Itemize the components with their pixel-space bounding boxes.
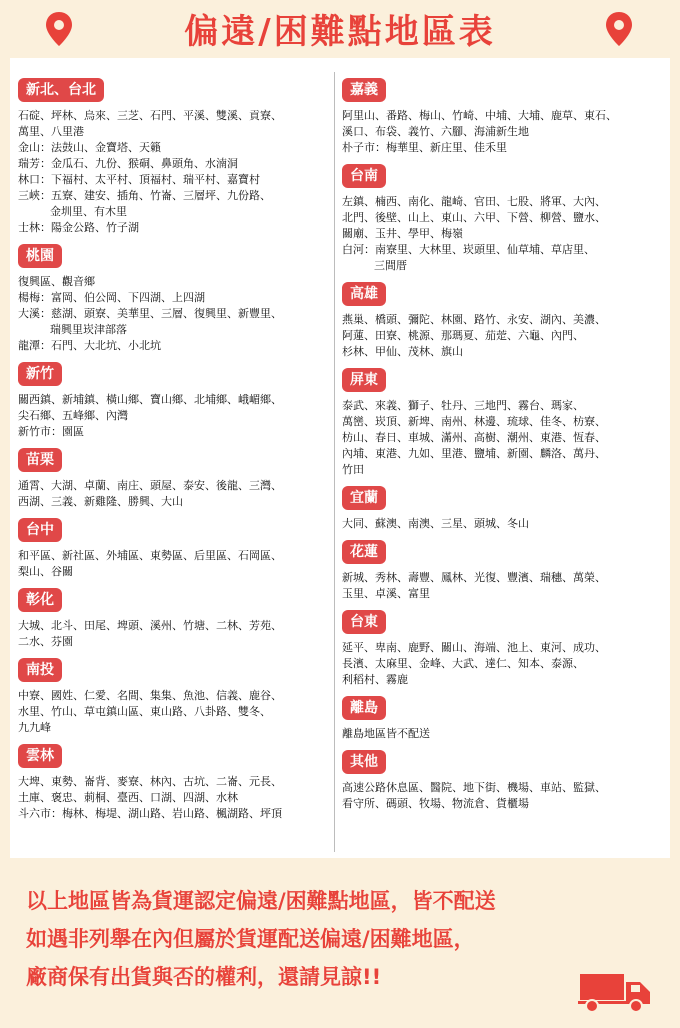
area-line: 石碇、坪林、烏來、三芝、石門、平溪、雙溪、貢寮、 <box>18 109 282 122</box>
area-line: 左鎮、楠西、南化、龍崎、官田、七股、將軍、大內、 <box>342 195 606 208</box>
page-title: 偏遠/困難點地區表 <box>184 12 496 52</box>
region-badge: 苗栗 <box>18 448 62 472</box>
area-line: 楊梅：富岡、伯公岡、下四湖、上四湖 <box>18 291 205 304</box>
area-line: 林口：下福村、太平村、頂福村、瑞平村、嘉寶村 <box>18 173 260 186</box>
footer-line: 以上地區皆為貨運認定偏遠/困難點地區，皆不配送 <box>26 889 496 913</box>
footer-line: 如遇非列舉在內但屬於貨運配送偏遠/困難地區， <box>26 927 475 951</box>
area-line: 斗六市：梅林、梅堤、湖山路、岩山路、楓湖路、坪頂 <box>18 807 282 820</box>
area-line: 萬巒、崁頂、新埤、南州、林邊、琉球、佳冬、枋寮、 <box>342 415 606 428</box>
area-line: 通霄、大湖、卓蘭、南庄、頭屋、泰安、後龍、三灣、 <box>18 479 282 492</box>
area-line: 金圳里、有木里 <box>50 205 127 218</box>
area-line: 看守所、碼頭、牧場、物流倉、貨櫃場 <box>342 797 529 810</box>
column-divider <box>334 72 335 852</box>
area-line: 士林：陽金公路、竹子湖 <box>18 221 139 234</box>
region-badge: 新北、台北 <box>18 78 104 102</box>
region-badge: 新竹 <box>18 362 62 386</box>
area-line: 白河：南寮里、大林里、崁頭里、仙草埔、草店里、 <box>342 243 595 256</box>
region-section <box>18 244 328 354</box>
region-badge: 其他 <box>342 750 386 774</box>
area-line: 三峽：五寮、建安、插角、竹崙、三層坪、九份路、 <box>18 189 271 202</box>
area-line: 九九峰 <box>18 721 51 734</box>
area-line: 和平區、新社區、外埔區、東勢區、后里區、石岡區、 <box>18 549 282 562</box>
area-line: 大溪：慈湖、頭寮、美華里、三層、復興里、新豐里、 <box>18 307 282 320</box>
region-badge: 彰化 <box>18 588 62 612</box>
region-section <box>342 540 668 602</box>
area-line: 北門、後壁、山上、東山、六甲、下營、柳營、鹽水、 <box>342 211 606 224</box>
region-badge: 離島 <box>342 696 386 720</box>
area-line: 西湖、三義、新雞隆、勝興、大山 <box>18 495 183 508</box>
map-pin-icon <box>604 10 634 48</box>
region-badge: 南投 <box>18 658 62 682</box>
area-line: 杉林、甲仙、茂林、旗山 <box>342 345 463 358</box>
area-line: 阿里山、番路、梅山、竹崎、中埔、大埔、鹿草、東石、 <box>342 109 617 122</box>
region-badge: 嘉義 <box>342 78 386 102</box>
area-line: 梨山、谷關 <box>18 565 73 578</box>
area-line: 高速公路休息區、醫院、地下街、機場、車站、監獄、 <box>342 781 606 794</box>
region-badge: 台南 <box>342 164 386 188</box>
area-line: 中寮、國姓、仁愛、名間、集集、魚池、信義、鹿谷、 <box>18 689 282 702</box>
truck-icon <box>578 968 652 1014</box>
area-line: 竹田 <box>342 463 364 476</box>
region-section <box>18 78 328 236</box>
area-line: 關西鎮、新埔鎮、橫山鄉、寶山鄉、北埔鄉、峨嵋鄉、 <box>18 393 282 406</box>
region-badge: 花蓮 <box>342 540 386 564</box>
area-line: 延平、卑南、鹿野、關山、海端、池上、東河、成功、 <box>342 641 606 654</box>
region-section <box>342 750 668 812</box>
area-line: 萬里、八里港 <box>18 125 84 138</box>
area-line: 新城、秀林、壽豐、鳳林、光復、豐濱、瑞穗、萬榮、 <box>342 571 606 584</box>
region-section <box>18 658 328 736</box>
footer-notice <box>26 882 656 996</box>
region-section <box>342 610 668 688</box>
area-line: 瑞興里崁津部落 <box>50 323 127 336</box>
area-line: 長濱、太麻里、金峰、大武、達仁、知本、泰源、 <box>342 657 584 670</box>
region-section <box>18 518 328 580</box>
area-line: 玉里、卓溪、富里 <box>342 587 430 600</box>
header <box>0 0 680 56</box>
region-section <box>342 368 668 478</box>
left-column <box>18 78 328 830</box>
region-section <box>18 448 328 510</box>
area-line: 枋山、春日、車城、滿州、高樹、潮州、東港、恆春、 <box>342 431 606 444</box>
region-section <box>18 744 328 822</box>
area-line: 土庫、褒忠、莿桐、臺西、口湖、四湖、水林 <box>18 791 238 804</box>
area-line: 二水、芬園 <box>18 635 73 648</box>
region-badge: 雲林 <box>18 744 62 768</box>
region-badge: 台中 <box>18 518 62 542</box>
area-line: 內埔、東港、九如、里港、鹽埔、新園、麟洛、萬丹、 <box>342 447 606 460</box>
area-line: 大城、北斗、田尾、埤頭、溪州、竹塘、二林、芳苑、 <box>18 619 282 632</box>
area-line: 大同、蘇澳、南澳、三星、頭城、冬山 <box>342 517 529 530</box>
area-line: 燕巢、橋頭、彌陀、林園、路竹、永安、湖內、美濃、 <box>342 313 606 326</box>
area-line: 龍潭：石門、大北坑、小北坑 <box>18 339 161 352</box>
region-section <box>18 588 328 650</box>
region-section <box>342 282 668 360</box>
area-line: 關廟、玉井、學甲、梅嶺 <box>342 227 463 240</box>
region-section <box>342 78 668 156</box>
area-line: 泰武、來義、獅子、牡丹、三地門、霧台、瑪家、 <box>342 399 584 412</box>
region-section <box>342 696 668 742</box>
area-line: 三間厝 <box>374 259 407 272</box>
area-line: 阿蓮、田寮、桃源、那瑪夏、茄萣、六龜、內門、 <box>342 329 584 342</box>
area-line: 水里、竹山、草屯鎮山區、東山路、八卦路、雙冬、 <box>18 705 271 718</box>
region-section <box>18 362 328 440</box>
area-line: 尖石鄉、五峰鄉、內灣 <box>18 409 128 422</box>
area-line: 利稻村、霧鹿 <box>342 673 408 686</box>
area-line: 復興區、觀音鄉 <box>18 275 95 288</box>
region-badge: 台東 <box>342 610 386 634</box>
region-badge: 高雄 <box>342 282 386 306</box>
area-line: 新竹市：園區 <box>18 425 84 438</box>
area-line: 離島地區皆不配送 <box>342 727 430 740</box>
footer-line: 廠商保有出貨與否的權利，還請見諒!! <box>26 965 382 989</box>
area-line: 朴子市：梅華里、新庄里、佳禾里 <box>342 141 507 154</box>
right-column <box>342 78 668 820</box>
area-line: 大埤、東勢、崙背、麥寮、林內、古坑、二崙、元長、 <box>18 775 282 788</box>
region-badge: 桃園 <box>18 244 62 268</box>
region-badge: 屏東 <box>342 368 386 392</box>
region-section <box>342 486 668 532</box>
area-line: 瑞芳：金瓜石、九份、猴硐、鼻頭角、水湳洞 <box>18 157 238 170</box>
region-section <box>342 164 668 274</box>
area-line: 溪口、布袋、義竹、六腳、海浦新生地 <box>342 125 529 138</box>
region-badge: 宜蘭 <box>342 486 386 510</box>
area-line: 金山：法鼓山、金寶塔、天籟 <box>18 141 161 154</box>
